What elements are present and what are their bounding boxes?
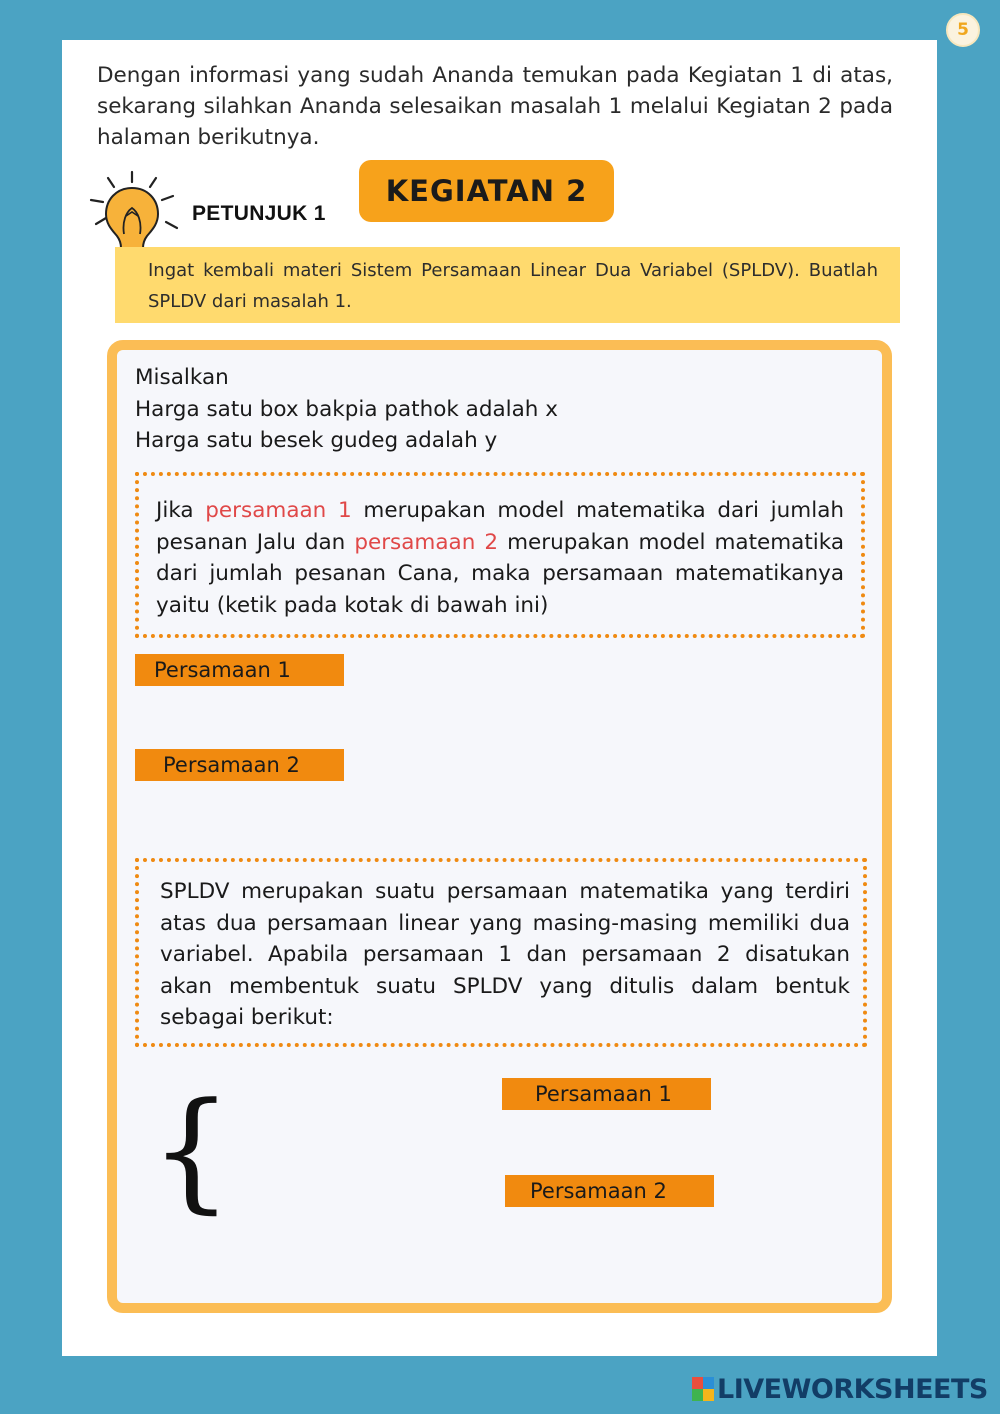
system-persamaan-2-label: Persamaan 2 [505,1175,714,1207]
spldv-explanation-box: SPLDV merupakan suatu persamaan matematika yang terdiri atas dua persamaan linear yang masing-masing memiliki dua variabel. Apabila persamaan 1 dan persamaan 2 disatukan akan membentuk suatu SPLDV yang ditulis dalam bentuk sebagai berikut: [135,858,867,1047]
activity-title-badge: KEGIATAN 2 [359,160,614,222]
equation-instruction-box [135,472,865,638]
variable-y-definition: Harga satu besek gudeg adalah y [135,428,498,453]
intro-paragraph: Dengan informasi yang sudah Ananda temukan pada Kegiatan 1 di atas, sekarang silahkan Ananda selesaikan masalah 1 melalui Kegiatan 2 pada halaman berikutnya. [97,63,893,150]
persamaan-2-highlight: persamaan 2 [354,529,499,555]
instruction-text-part: merupakan model matematika dari jumlah pesanan Jalu dan [156,498,845,555]
system-persamaan-1-label: Persamaan 1 [502,1078,711,1110]
instruction-text-part: merupakan model matematika dari jumlah pesanan Cana, maka persamaan matematikanya yaitu (ketik pada kotak di bawah ini) [156,529,844,618]
liveworksheets-icon [692,1377,714,1401]
liveworksheets-wordmark: LIVEWORKSHEETS [717,1373,988,1405]
instruction-text-part: Jika [156,498,206,523]
misalkan-heading: Misalkan [135,365,229,390]
persamaan-1-label: Persamaan 1 [135,654,344,686]
liveworksheets-logo [692,1374,988,1404]
persamaan-2-label: Persamaan 2 [135,749,344,781]
instruction-box: Ingat kembali materi Sistem Persamaan Linear Dua Variabel (SPLDV). Buatlah SPLDV dari masalah 1. [115,247,900,323]
variable-definitions [135,362,835,457]
system-brace: { [150,1074,233,1226]
persamaan-1-highlight: persamaan 1 [205,498,352,523]
hint-label: PETUNJUK 1 [192,202,326,225]
page-number-badge: 5 [946,13,980,47]
variable-x-definition: Harga satu box bakpia pathok adalah x [135,396,558,422]
